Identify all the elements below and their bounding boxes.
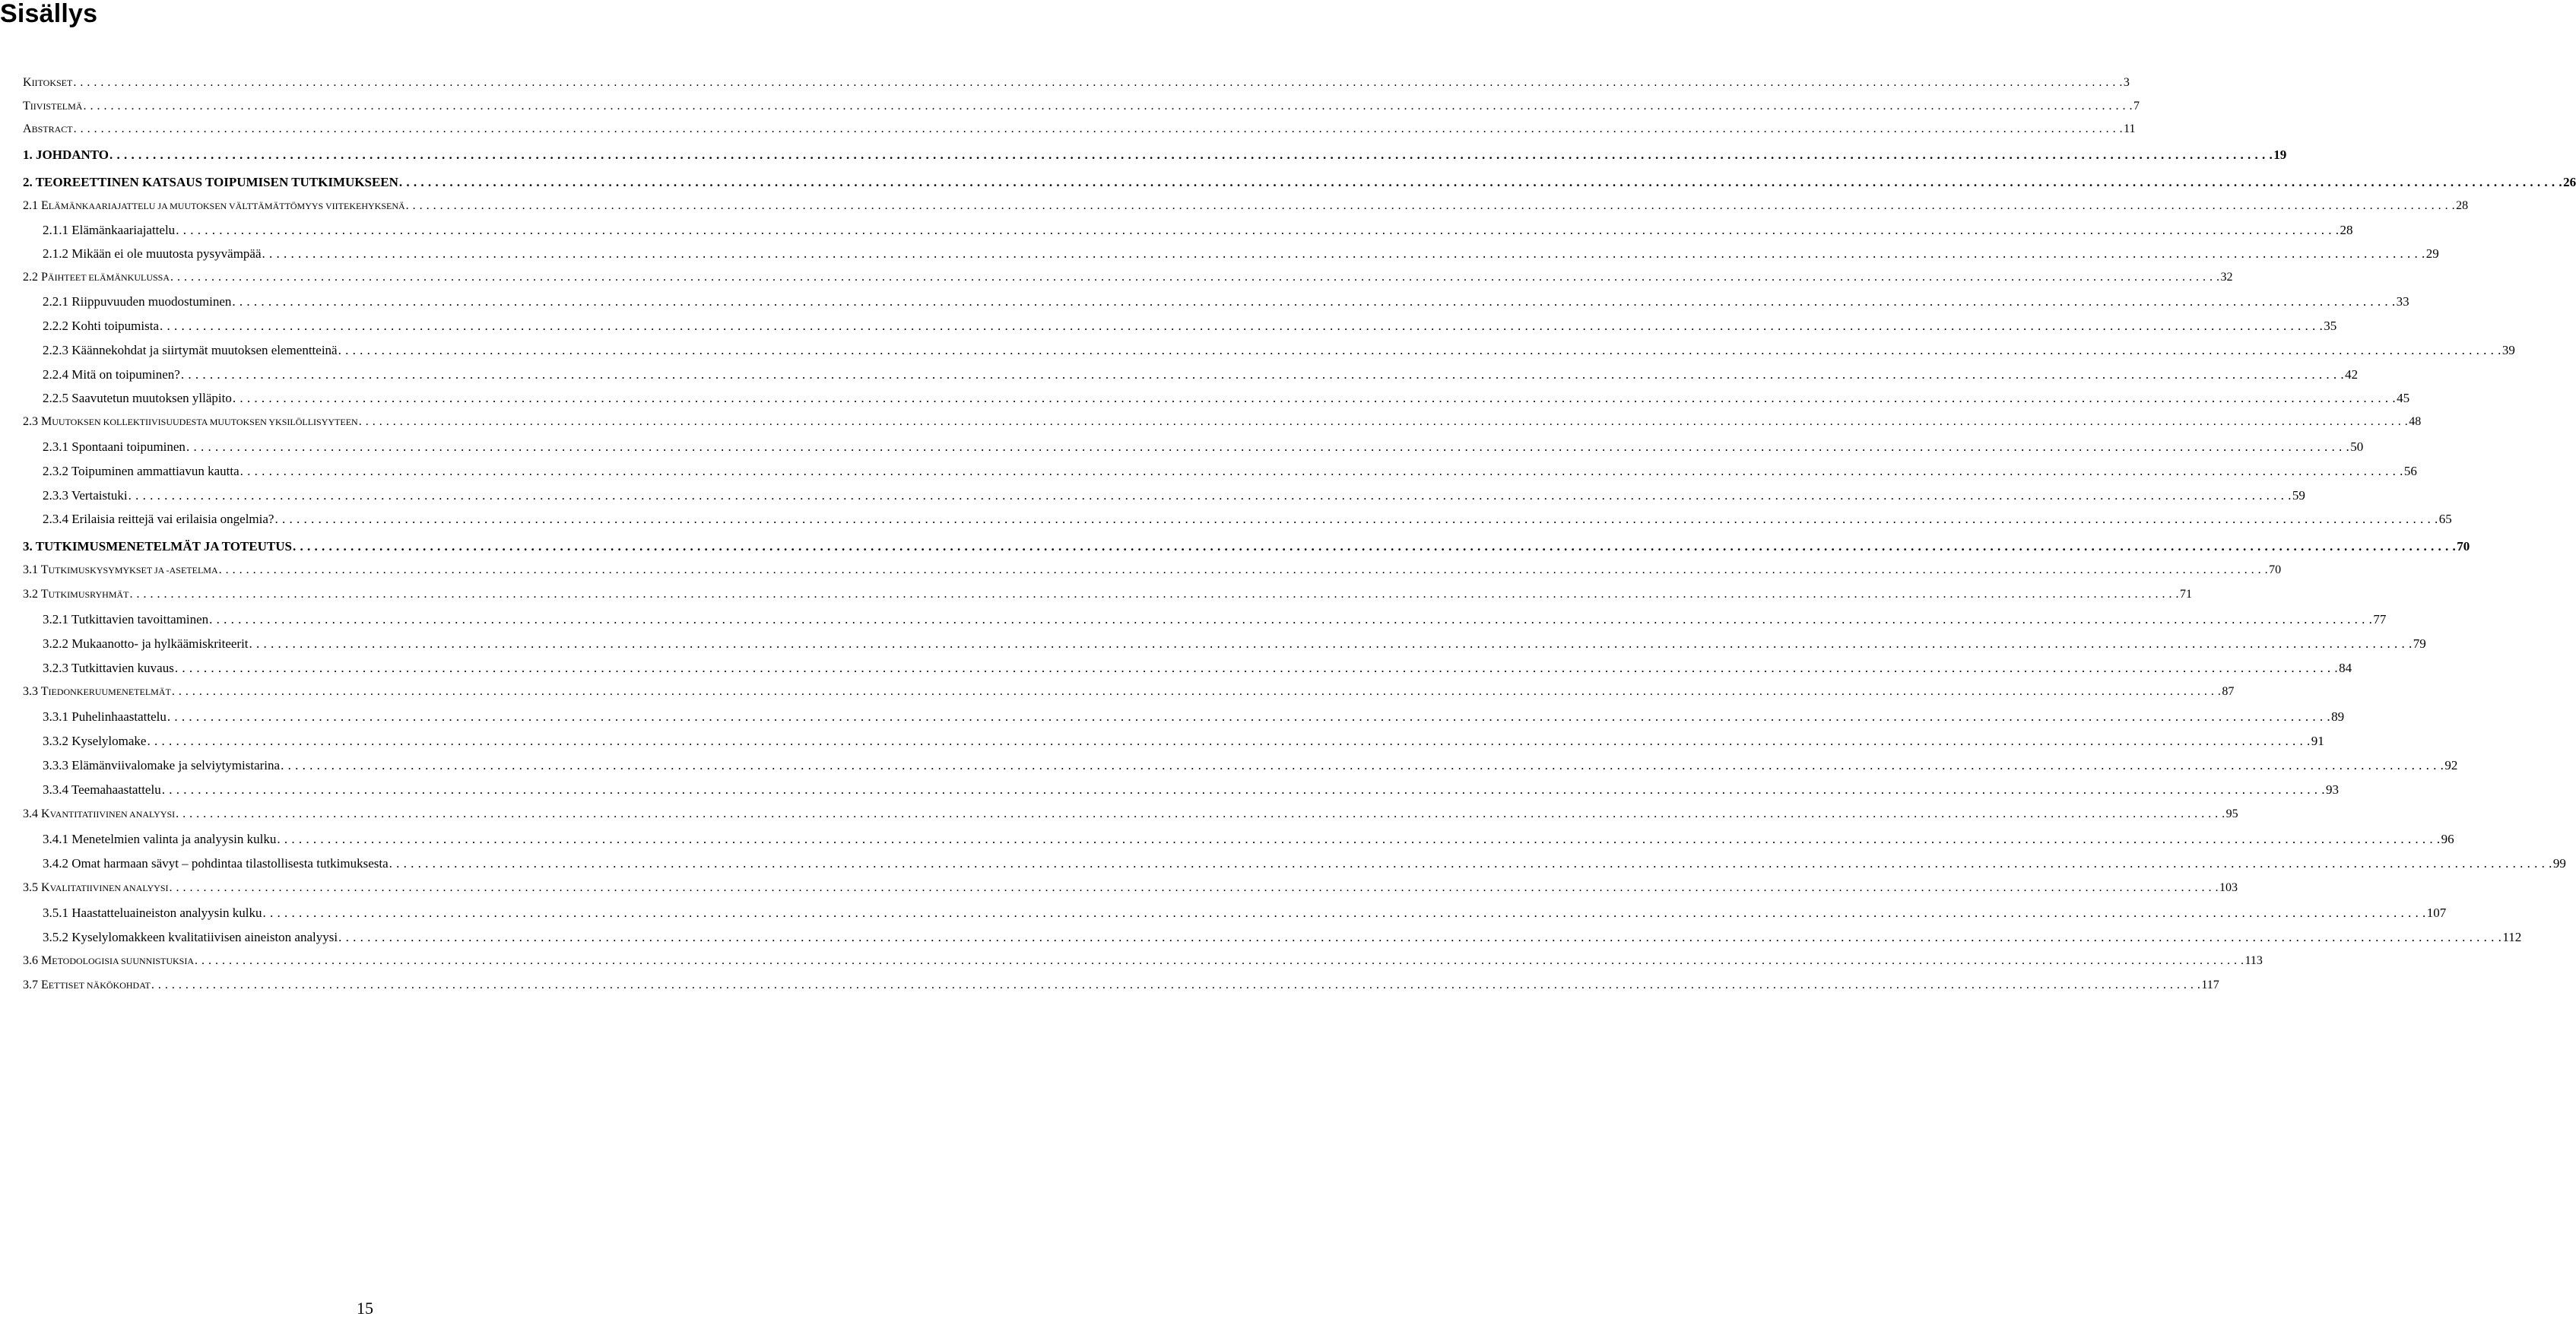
toc-entry-page: 56	[2403, 464, 2417, 478]
toc-entry-number: 3.7	[23, 979, 41, 991]
toc-entry-page: 99	[2552, 856, 2566, 871]
toc-entry[interactable]	[43, 343, 2515, 358]
toc-entry-initial: M	[41, 954, 52, 967]
toc-entry-page: 65	[2438, 512, 2452, 526]
dot-leader: . . . . . . . . . . . . . . . . . . . . . . . . . . . . . . . . . . . . . . . . . . . . . . . . . . . . . . . . . . . . . . . . . . . . . . . . . . . . . . . . . . . . . . . . . . . . . . . . . . . . . . . . . . . . . . . . . . . . . . . . . . . . . . . . . . . . . . . . . . . . . . . . . . . . . . . . . . . . . . . . . . . . . . . . . . . . . . . . . . . . . . . . . . . . . . . . . . . . . . . . . . . . . . . . . . . . . . . . . . . . . . . . . . . . . . . . . . . . . . . . . . . . . . . . . . . . . . . . . . . . . . . . . . . . . . . . . . . . . . . . . . . . . . . . . . . . . . . . . . . .	[147, 734, 2311, 748]
toc-entry-page: 77	[2373, 612, 2387, 627]
toc-entry-page: 32	[2220, 271, 2233, 284]
toc-entry[interactable]	[23, 685, 2235, 699]
toc-entry[interactable]	[43, 734, 2324, 749]
toc-entry[interactable]	[43, 246, 2439, 262]
toc-entry-number: 2.2	[23, 271, 41, 284]
dot-leader: . . . . . . . . . . . . . . . . . . . . . . . . . . . . . . . . . . . . . . . . . . . . . . . . . . . . . . . . . . . . . . . . . . . . . . . . . . . . . . . . . . . . . . . . . . . . . . . . . . . . . . . . . . . . . . . . . . . . . . . . . . . . . . . . . . . . . . . . . . . . . . . . . . . . . . . . . . . . . . . . . . . . . . . . . . . . . . . . . . . . . . . . . . . . . . . . . . . . . . . . . . . . . . . . . . . . . . . . . . . . . . . . . . . . . . . . . . . . . . . . . . . . . . . . . . . . . . . . . . . . . . . . . . . . . . . . . . . . . . . . . . . . . . . . . . . . . . . . . . . .	[232, 391, 2397, 405]
dot-leader: . . . . . . . . . . . . . . . . . . . . . . . . . . . . . . . . . . . . . . . . . . . . . . . . . . . . . . . . . . . . . . . . . . . . . . . . . . . . . . . . . . . . . . . . . . . . . . . . . . . . . . . . . . . . . . . . . . . . . . . . . . . . . . . . . . . . . . . . . . . . . . . . . . . . . . . . . . . . . . . . . . . . . . . . . . . . . . . . . . . . . . . . . . . . . . . . . . . . . . . . . . . . . . . . . . . . . . . . . . . . . . . . . . . . . . . . . . . . . . . . . . . . . . . . . . . . . . . . . . . . . . . . . . . . . . . . . . . . . . . . . . . . . . . . . . . . . . . . . . . .	[161, 782, 2325, 797]
toc-entry[interactable]	[23, 122, 2136, 136]
page-title: Sisällys	[0, 0, 98, 28]
toc-entry-number: 2.3	[23, 415, 41, 428]
toc-entry[interactable]	[43, 636, 2426, 652]
toc-entry[interactable]	[43, 367, 2359, 382]
toc-entry-label: 3. TUTKIMUSMENETELMÄT JA TOTEUTUS	[23, 539, 292, 554]
toc-entry-label: 3.2.3 Tutkittavien kuvaus	[43, 661, 174, 675]
toc-entry-initial: K	[41, 881, 50, 894]
page-number: 15	[357, 1299, 373, 1318]
toc-entry-label	[23, 271, 170, 284]
dot-leader: . . . . . . . . . . . . . . . . . . . . . . . . . . . . . . . . . . . . . . . . . . . . . . . . . . . . . . . . . . . . . . . . . . . . . . . . . . . . . . . . . . . . . . . . . . . . . . . . . . . . . . . . . . . . . . . . . . . . . . . . . . . . . . . . . . . . . . . . . . . . . . . . . . . . . . . . . . . . . . . . . . . . . . . . . . . . . . . . . . . . . . . . . . . . . . . . . . . . . . . . . . . . . . . . . . . . . . . . . . . . . . . . . . . . . . . . . . . . . . . . . . . . . . . . . . . . . . . . . . . . . . . . . . . . . . . . . . . . . . . . . . . . . . . . . . . . . . . . . . . .	[73, 76, 2123, 89]
toc-entry[interactable]	[43, 223, 2353, 238]
toc-entry-number: 3.3	[23, 685, 41, 698]
toc-entry-label: 2.3.1 Spontaani toipuminen	[43, 439, 186, 454]
dot-leader: . . . . . . . . . . . . . . . . . . . . . . . . . . . . . . . . . . . . . . . . . . . . . . . . . . . . . . . . . . . . . . . . . . . . . . . . . . . . . . . . . . . . . . . . . . . . . . . . . . . . . . . . . . . . . . . . . . . . . . . . . . . . . . . . . . . . . . . . . . . . . . . . . . . . . . . . . . . . . . . . . . . . . . . . . . . . . . . . . . . . . . . . . . . . . . . . . . . . . . . . . . . . . . . . . . . . . . . . . . . . . . . . . . . . . . . . . . . . . . . . . . . . . . . . . . . . . . . . . . . . . . . . . . . . . . . . . . . . . . . . . . . . . . . . . . . . . . . . . . . .	[358, 415, 2409, 428]
toc-entry-smallcaps: VALITATIIVINEN ANALYYSI	[49, 883, 169, 893]
toc-entry[interactable]	[23, 175, 2576, 190]
toc-entry[interactable]	[23, 199, 2469, 213]
toc-entry[interactable]	[23, 588, 2193, 601]
toc-entry[interactable]	[43, 930, 2522, 945]
toc-entry-initial: P	[41, 271, 48, 284]
toc-entry-smallcaps: IIVISTELMÄ	[30, 101, 83, 112]
dot-leader: . . . . . . . . . . . . . . . . . . . . . . . . . . . . . . . . . . . . . . . . . . . . . . . . . . . . . . . . . . . . . . . . . . . . . . . . . . . . . . . . . . . . . . . . . . . . . . . . . . . . . . . . . . . . . . . . . . . . . . . . . . . . . . . . . . . . . . . . . . . . . . . . . . . . . . . . . . . . . . . . . . . . . . . . . . . . . . . . . . . . . . . . . . . . . . . . . . . . . . . . . . . . . . . . . . . . . . . . . . . . . . . . . . . . . . . . . . . . . . . . . . . . . . . . . . . . . . . . . . . . . . . . . . . . . . . . . . . . . . . . . . . . . . . . . . . . . . . . . . . .	[338, 343, 2501, 357]
toc-entry-page: 91	[2311, 734, 2324, 748]
toc-entry[interactable]	[43, 709, 2345, 725]
toc-entry-page: 70	[2457, 539, 2470, 554]
toc-entry-page: 19	[2273, 148, 2287, 162]
toc-entry-smallcaps: ÄIHTEET ELÄMÄNKULUSSA	[47, 272, 170, 283]
toc-entry-page: 96	[2441, 832, 2454, 846]
toc-entry-page: 103	[2219, 881, 2238, 894]
toc-entry-label: 2.2.3 Käännekohdat ja siirtymät muutoksen elementteinä	[43, 343, 338, 357]
toc-entry-smallcaps: IITOKSET	[31, 78, 73, 88]
toc-entry-initial: A	[23, 122, 32, 135]
toc-entry-label	[23, 954, 194, 968]
toc-entry-page: 84	[2339, 661, 2352, 675]
toc-entry[interactable]	[43, 512, 2452, 527]
dot-leader: . . . . . . . . . . . . . . . . . . . . . . . . . . . . . . . . . . . . . . . . . . . . . . . . . . . . . . . . . . . . . . . . . . . . . . . . . . . . . . . . . . . . . . . . . . . . . . . . . . . . . . . . . . . . . . . . . . . . . . . . . . . . . . . . . . . . . . . . . . . . . . . . . . . . . . . . . . . . . . . . . . . . . . . . . . . . . . . . . . . . . . . . . . . . . . . . . . . . . . . . . . . . . . . . . . . . . . . . . . . . . . . . . . . . . . . . . . . . . . . . . . . . . . . . . . . . . . . . . . . . . . . . . . . . . . . . . . . . . . . . . . . . . . . . . . . . . . . . . . . .	[398, 175, 2563, 189]
toc-entry-label	[23, 881, 169, 895]
dot-leader: . . . . . . . . . . . . . . . . . . . . . . . . . . . . . . . . . . . . . . . . . . . . . . . . . . . . . . . . . . . . . . . . . . . . . . . . . . . . . . . . . . . . . . . . . . . . . . . . . . . . . . . . . . . . . . . . . . . . . . . . . . . . . . . . . . . . . . . . . . . . . . . . . . . . . . . . . . . . . . . . . . . . . . . . . . . . . . . . . . . . . . . . . . . . . . . . . . . . . . . . . . . . . . . . . . . . . . . . . . . . . . . . . . . . . . . . . . . . . . . . . . . . . . . . . . . . . . . . . . . . . . . . . . . . . . . . . . . . . . . . . . . . . . . . . . . . . . . . . . . .	[160, 319, 2324, 333]
toc-entry[interactable]	[23, 100, 2140, 113]
toc-entry-initial: T	[40, 685, 49, 698]
toc-entry-label	[23, 199, 405, 213]
toc-entry[interactable]	[43, 906, 2447, 921]
toc-entry-initial: K	[23, 76, 32, 89]
toc-entry-page: 87	[2222, 685, 2235, 698]
toc-entry[interactable]	[23, 271, 2233, 284]
toc-entry-initial: E	[41, 979, 49, 991]
dot-leader: . . . . . . . . . . . . . . . . . . . . . . . . . . . . . . . . . . . . . . . . . . . . . . . . . . . . . . . . . . . . . . . . . . . . . . . . . . . . . . . . . . . . . . . . . . . . . . . . . . . . . . . . . . . . . . . . . . . . . . . . . . . . . . . . . . . . . . . . . . . . . . . . . . . . . . . . . . . . . . . . . . . . . . . . . . . . . . . . . . . . . . . . . . . . . . . . . . . . . . . . . . . . . . . . . . . . . . . . . . . . . . . . . . . . . . . . . . . . . . . . . . . . . . . . . . . . . . . . . . . . . . . . . . . . . . . . . . . . . . . . . . . . . . . . . . . . . . . . . . . .	[262, 246, 2425, 261]
toc-entry[interactable]	[23, 415, 2422, 429]
toc-entry-label: 2.3.2 Toipuminen ammattiavun kautta	[43, 464, 240, 478]
toc-entry-label	[23, 588, 129, 601]
toc-entry-page: 112	[2502, 930, 2522, 944]
toc-entry-smallcaps: VANTITATIIVINEN ANALYYSI	[49, 809, 176, 820]
toc-entry-label: 1. JOHDANTO	[23, 148, 109, 162]
toc-entry-page: 59	[2292, 488, 2305, 503]
toc-entry-number: 3.4	[23, 807, 41, 820]
dot-leader: . . . . . . . . . . . . . . . . . . . . . . . . . . . . . . . . . . . . . . . . . . . . . . . . . . . . . . . . . . . . . . . . . . . . . . . . . . . . . . . . . . . . . . . . . . . . . . . . . . . . . . . . . . . . . . . . . . . . . . . . . . . . . . . . . . . . . . . . . . . . . . . . . . . . . . . . . . . . . . . . . . . . . . . . . . . . . . . . . . . . . . . . . . . . . . . . . . . . . . . . . . . . . . . . . . . . . . . . . . . . . . . . . . . . . . . . . . . . . . . . . . . . . . . . . . . . . . . . . . . . . . . . . . . . . . . . . . . . . . . . . . . . . . . . . . . . . . . . . . . .	[240, 464, 2403, 478]
toc-entry-label	[23, 563, 218, 577]
toc-entry-number: 3.5	[23, 881, 41, 894]
dot-leader: . . . . . . . . . . . . . . . . . . . . . . . . . . . . . . . . . . . . . . . . . . . . . . . . . . . . . . . . . . . . . . . . . . . . . . . . . . . . . . . . . . . . . . . . . . . . . . . . . . . . . . . . . . . . . . . . . . . . . . . . . . . . . . . . . . . . . . . . . . . . . . . . . . . . . . . . . . . . . . . . . . . . . . . . . . . . . . . . . . . . . . . . . . . . . . . . . . . . . . . . . . . . . . . . . . . . . . . . . . . . . . . . . . . . . . . . . . . . . . . . . . . . . . . . . . . . . . . . . . . . . . . . . . . . . . . . . . . . . . . . . . . . . . . . . . . . . . . . . . . .	[128, 488, 2292, 503]
toc-entry-page: 48	[2409, 415, 2422, 428]
dot-leader: . . . . . . . . . . . . . . . . . . . . . . . . . . . . . . . . . . . . . . . . . . . . . . . . . . . . . . . . . . . . . . . . . . . . . . . . . . . . . . . . . . . . . . . . . . . . . . . . . . . . . . . . . . . . . . . . . . . . . . . . . . . . . . . . . . . . . . . . . . . . . . . . . . . . . . . . . . . . . . . . . . . . . . . . . . . . . . . . . . . . . . . . . . . . . . . . . . . . . . . . . . . . . . . . . . . . . . . . . . . . . . . . . . . . . . . . . . . . . . . . . . . . . . . . . . . . . . . . . . . . . . . . . . . . . . . . . . . . . . . . . . . . . . . . . . . . . . . . . . . .	[338, 930, 2502, 944]
toc-entry-label: 2.2.2 Kohti toipumista	[43, 319, 159, 333]
toc-entry-smallcaps: LÄMÄNKAARIAJATTELU JA MUUTOKSEN VÄLTTÄMÄTTÖMYYS VIITEKEHYKSENÄ	[48, 201, 405, 211]
toc-entry[interactable]	[43, 782, 2339, 798]
dot-leader: . . . . . . . . . . . . . . . . . . . . . . . . . . . . . . . . . . . . . . . . . . . . . . . . . . . . . . . . . . . . . . . . . . . . . . . . . . . . . . . . . . . . . . . . . . . . . . . . . . . . . . . . . . . . . . . . . . . . . . . . . . . . . . . . . . . . . . . . . . . . . . . . . . . . . . . . . . . . . . . . . . . . . . . . . . . . . . . . . . . . . . . . . . . . . . . . . . . . . . . . . . . . . . . . . . . . . . . . . . . . . . . . . . . . . . . . . . . . . . . . . . . . . . . . . . . . . . . . . . . . . . . . . . . . . . . . . . . . . . . . . . . . . . . . . . . . . . . . . . . .	[209, 612, 2373, 627]
toc-entry-page: 42	[2345, 367, 2359, 382]
toc-entry[interactable]	[43, 488, 2305, 503]
toc-entry[interactable]	[23, 881, 2238, 895]
toc-entry-number: 2.1	[23, 199, 41, 212]
dot-leader: . . . . . . . . . . . . . . . . . . . . . . . . . . . . . . . . . . . . . . . . . . . . . . . . . . . . . . . . . . . . . . . . . . . . . . . . . . . . . . . . . . . . . . . . . . . . . . . . . . . . . . . . . . . . . . . . . . . . . . . . . . . . . . . . . . . . . . . . . . . . . . . . . . . . . . . . . . . . . . . . . . . . . . . . . . . . . . . . . . . . . . . . . . . . . . . . . . . . . . . . . . . . . . . . . . . . . . . . . . . . . . . . . . . . . . . . . . . . . . . . . . . . . . . . . . . . . . . . . . . . . . . . . . . . . . . . . . . . . . . . . . . . . . . . . . . . . . . . . . . .	[109, 148, 2273, 162]
toc-entry-page: 70	[2269, 563, 2282, 576]
toc-entry-page: 33	[2396, 294, 2409, 309]
toc-entry-page: 28	[2340, 223, 2353, 237]
toc-entry[interactable]	[43, 391, 2410, 406]
toc-entry[interactable]	[43, 439, 2364, 455]
dot-leader: . . . . . . . . . . . . . . . . . . . . . . . . . . . . . . . . . . . . . . . . . . . . . . . . . . . . . . . . . . . . . . . . . . . . . . . . . . . . . . . . . . . . . . . . . . . . . . . . . . . . . . . . . . . . . . . . . . . . . . . . . . . . . . . . . . . . . . . . . . . . . . . . . . . . . . . . . . . . . . . . . . . . . . . . . . . . . . . . . . . . . . . . . . . . . . . . . . . . . . . . . . . . . . . . . . . . . . . . . . . . . . . . . . . . . . . . . . . . . . . . . . . . . . . . . . . . . . . . . . . . . . . . . . . . . . . . . . . . . . . . . . . . . . . . . . . . . . . . . . . .	[218, 563, 2269, 576]
dot-leader: . . . . . . . . . . . . . . . . . . . . . . . . . . . . . . . . . . . . . . . . . . . . . . . . . . . . . . . . . . . . . . . . . . . . . . . . . . . . . . . . . . . . . . . . . . . . . . . . . . . . . . . . . . . . . . . . . . . . . . . . . . . . . . . . . . . . . . . . . . . . . . . . . . . . . . . . . . . . . . . . . . . . . . . . . . . . . . . . . . . . . . . . . . . . . . . . . . . . . . . . . . . . . . . . . . . . . . . . . . . . . . . . . . . . . . . . . . . . . . . . . . . . . . . . . . . . . . . . . . . . . . . . . . . . . . . . . . . . . . . . . . . . . . . . . . . . . . . . . . . .	[195, 954, 2244, 967]
toc-entry-label: 3.5.1 Haastatteluaineiston analyysin kulku	[43, 906, 262, 920]
toc-entry[interactable]	[43, 612, 2387, 627]
toc-entry-page: 50	[2350, 439, 2364, 454]
toc-entry-label: 2.3.3 Vertaistuki	[43, 488, 128, 503]
toc-entry-label	[23, 415, 358, 429]
toc-entry-label: 2. TEOREETTINEN KATSAUS TOIPUMISEN TUTKIMUKSEEN	[23, 175, 398, 189]
toc-entry-page: 113	[2244, 954, 2263, 967]
toc-entry-label: 2.3.4 Erilaisia reittejä vai erilaisia ongelmia?	[43, 512, 274, 526]
toc-entry-number: 3.1	[23, 563, 41, 576]
toc-entry-label: 2.2.4 Mitä on toipuminen?	[43, 367, 180, 382]
dot-leader: . . . . . . . . . . . . . . . . . . . . . . . . . . . . . . . . . . . . . . . . . . . . . . . . . . . . . . . . . . . . . . . . . . . . . . . . . . . . . . . . . . . . . . . . . . . . . . . . . . . . . . . . . . . . . . . . . . . . . . . . . . . . . . . . . . . . . . . . . . . . . . . . . . . . . . . . . . . . . . . . . . . . . . . . . . . . . . . . . . . . . . . . . . . . . . . . . . . . . . . . . . . . . . . . . . . . . . . . . . . . . . . . . . . . . . . . . . . . . . . . . . . . . . . . . . . . . . . . . . . . . . . . . . . . . . . . . . . . . . . . . . . . . . . . . . . . . . . . . . . .	[249, 636, 2413, 651]
toc-entry[interactable]	[23, 807, 2238, 821]
toc-entry-page: 79	[2413, 636, 2426, 651]
toc-entry-page: 26	[2563, 175, 2576, 189]
dot-leader: . . . . . . . . . . . . . . . . . . . . . . . . . . . . . . . . . . . . . . . . . . . . . . . . . . . . . . . . . . . . . . . . . . . . . . . . . . . . . . . . . . . . . . . . . . . . . . . . . . . . . . . . . . . . . . . . . . . . . . . . . . . . . . . . . . . . . . . . . . . . . . . . . . . . . . . . . . . . . . . . . . . . . . . . . . . . . . . . . . . . . . . . . . . . . . . . . . . . . . . . . . . . . . . . . . . . . . . . . . . . . . . . . . . . . . . . . . . . . . . . . . . . . . . . . . . . . . . . . . . . . . . . . . . . . . . . . . . . . . . . . . . . . . . . . . . . . . . . . . . .	[176, 807, 2225, 820]
toc-entry-number: 3.6	[23, 954, 41, 967]
toc-entry-page: 45	[2397, 391, 2410, 405]
toc-entry-label	[23, 807, 175, 821]
dot-leader: . . . . . . . . . . . . . . . . . . . . . . . . . . . . . . . . . . . . . . . . . . . . . . . . . . . . . . . . . . . . . . . . . . . . . . . . . . . . . . . . . . . . . . . . . . . . . . . . . . . . . . . . . . . . . . . . . . . . . . . . . . . . . . . . . . . . . . . . . . . . . . . . . . . . . . . . . . . . . . . . . . . . . . . . . . . . . . . . . . . . . . . . . . . . . . . . . . . . . . . . . . . . . . . . . . . . . . . . . . . . . . . . . . . . . . . . . . . . . . . . . . . . . . . . . . . . . . . . . . . . . . . . . . . . . . . . . . . . . . . . . . . . . . . . . . . . . . . . . . . .	[151, 979, 2201, 991]
toc-entry-smallcaps: UTKIMUSKYSYMYKSET JA -ASETELMA	[48, 565, 218, 576]
toc-entry[interactable]	[43, 832, 2454, 847]
toc-entry[interactable]	[43, 758, 2458, 773]
toc-entry-label: 2.1.1 Elämänkaariajattelu	[43, 223, 176, 237]
toc-entry-initial: K	[41, 807, 50, 820]
toc-entry[interactable]	[43, 294, 2409, 309]
toc-entry-label: 3.2.1 Tutkittavien tavoittaminen	[43, 612, 209, 627]
toc-entry-label: 3.2.2 Mukaanotto- ja hylkäämiskriteerit	[43, 636, 249, 651]
toc-entry-smallcaps: UUTOKSEN KOLLEKTIIVISUUDESTA MUUTOKSEN YKSILÖLLISYYTEEN	[52, 417, 358, 427]
dot-leader: . . . . . . . . . . . . . . . . . . . . . . . . . . . . . . . . . . . . . . . . . . . . . . . . . . . . . . . . . . . . . . . . . . . . . . . . . . . . . . . . . . . . . . . . . . . . . . . . . . . . . . . . . . . . . . . . . . . . . . . . . . . . . . . . . . . . . . . . . . . . . . . . . . . . . . . . . . . . . . . . . . . . . . . . . . . . . . . . . . . . . . . . . . . . . . . . . . . . . . . . . . . . . . . . . . . . . . . . . . . . . . . . . . . . . . . . . . . . . . . . . . . . . . . . . . . . . . . . . . . . . . . . . . . . . . . . . . . . . . . . . . . . . . . . . . . . . . . . . . . .	[176, 223, 2340, 237]
toc-entry-label: 3.4.1 Menetelmien valinta ja analyysin kulku	[43, 832, 277, 846]
toc-entry-page: 95	[2225, 807, 2238, 820]
dot-leader: . . . . . . . . . . . . . . . . . . . . . . . . . . . . . . . . . . . . . . . . . . . . . . . . . . . . . . . . . . . . . . . . . . . . . . . . . . . . . . . . . . . . . . . . . . . . . . . . . . . . . . . . . . . . . . . . . . . . . . . . . . . . . . . . . . . . . . . . . . . . . . . . . . . . . . . . . . . . . . . . . . . . . . . . . . . . . . . . . . . . . . . . . . . . . . . . . . . . . . . . . . . . . . . . . . . . . . . . . . . . . . . . . . . . . . . . . . . . . . . . . . . . . . . . . . . . . . . . . . . . . . . . . . . . . . . . . . . . . . . . . . . . . . . . . . . . . . . . . . . .	[171, 685, 2222, 698]
toc-entry-label	[23, 122, 73, 136]
toc-entry-page: 3	[2123, 76, 2130, 89]
dot-leader: . . . . . . . . . . . . . . . . . . . . . . . . . . . . . . . . . . . . . . . . . . . . . . . . . . . . . . . . . . . . . . . . . . . . . . . . . . . . . . . . . . . . . . . . . . . . . . . . . . . . . . . . . . . . . . . . . . . . . . . . . . . . . . . . . . . . . . . . . . . . . . . . . . . . . . . . . . . . . . . . . . . . . . . . . . . . . . . . . . . . . . . . . . . . . . . . . . . . . . . . . . . . . . . . . . . . . . . . . . . . . . . . . . . . . . . . . . . . . . . . . . . . . . . . . . . . . . . . . . . . . . . . . . . . . . . . . . . . . . . . . . . . . . . . . . . . . . . . . . . .	[129, 588, 2180, 601]
toc-entry-label	[23, 979, 151, 992]
toc-entry-initial: T	[40, 563, 49, 576]
toc-entry[interactable]	[23, 539, 2470, 554]
toc-entry-page: 28	[2456, 199, 2469, 212]
toc-entry[interactable]	[23, 979, 2219, 992]
toc-entry-label	[23, 100, 82, 113]
toc-entry-page: 7	[2133, 100, 2140, 113]
toc-entry-label	[23, 76, 72, 90]
toc-entry-page: 35	[2324, 319, 2337, 333]
toc-entry[interactable]	[23, 148, 2287, 163]
toc-entry-label: 3.3.3 Elämänviivalomake ja selviytymistarina	[43, 758, 281, 772]
dot-leader: . . . . . . . . . . . . . . . . . . . . . . . . . . . . . . . . . . . . . . . . . . . . . . . . . . . . . . . . . . . . . . . . . . . . . . . . . . . . . . . . . . . . . . . . . . . . . . . . . . . . . . . . . . . . . . . . . . . . . . . . . . . . . . . . . . . . . . . . . . . . . . . . . . . . . . . . . . . . . . . . . . . . . . . . . . . . . . . . . . . . . . . . . . . . . . . . . . . . . . . . . . . . . . . . . . . . . . . . . . . . . . . . . . . . . . . . . . . . . . . . . . . . . . . . . . . . . . . . . . . . . . . . . . . . . . . . . . . . . . . . . . . . . . . . . . . . . . . . . . . .	[169, 881, 2219, 894]
dot-leader: . . . . . . . . . . . . . . . . . . . . . . . . . . . . . . . . . . . . . . . . . . . . . . . . . . . . . . . . . . . . . . . . . . . . . . . . . . . . . . . . . . . . . . . . . . . . . . . . . . . . . . . . . . . . . . . . . . . . . . . . . . . . . . . . . . . . . . . . . . . . . . . . . . . . . . . . . . . . . . . . . . . . . . . . . . . . . . . . . . . . . . . . . . . . . . . . . . . . . . . . . . . . . . . . . . . . . . . . . . . . . . . . . . . . . . . . . . . . . . . . . . . . . . . . . . . . . . . . . . . . . . . . . . . . . . . . . . . . . . . . . . . . . . . . . . . . . . . . . . . .	[174, 661, 2339, 675]
toc-entry[interactable]	[23, 563, 2282, 577]
toc-entry-page: 92	[2444, 758, 2458, 772]
dot-leader: . . . . . . . . . . . . . . . . . . . . . . . . . . . . . . . . . . . . . . . . . . . . . . . . . . . . . . . . . . . . . . . . . . . . . . . . . . . . . . . . . . . . . . . . . . . . . . . . . . . . . . . . . . . . . . . . . . . . . . . . . . . . . . . . . . . . . . . . . . . . . . . . . . . . . . . . . . . . . . . . . . . . . . . . . . . . . . . . . . . . . . . . . . . . . . . . . . . . . . . . . . . . . . . . . . . . . . . . . . . . . . . . . . . . . . . . . . . . . . . . . . . . . . . . . . . . . . . . . . . . . . . . . . . . . . . . . . . . . . . . . . . . . . . . . . . . . . . . . . . .	[180, 367, 2345, 382]
toc-entry[interactable]	[43, 464, 2417, 479]
toc-entry-label: 2.2.1 Riippuvuuden muodostuminen	[43, 294, 232, 309]
toc-entry-page: 117	[2201, 979, 2219, 991]
toc-entry-label: 2.2.5 Saavutetun muutoksen ylläpito	[43, 391, 232, 405]
dot-leader: . . . . . . . . . . . . . . . . . . . . . . . . . . . . . . . . . . . . . . . . . . . . . . . . . . . . . . . . . . . . . . . . . . . . . . . . . . . . . . . . . . . . . . . . . . . . . . . . . . . . . . . . . . . . . . . . . . . . . . . . . . . . . . . . . . . . . . . . . . . . . . . . . . . . . . . . . . . . . . . . . . . . . . . . . . . . . . . . . . . . . . . . . . . . . . . . . . . . . . . . . . . . . . . . . . . . . . . . . . . . . . . . . . . . . . . . . . . . . . . . . . . . . . . . . . . . . . . . . . . . . . . . . . . . . . . . . . . . . . . . . . . . . . . . . . . . . . . . . . . .	[232, 294, 2396, 309]
dot-leader: . . . . . . . . . . . . . . . . . . . . . . . . . . . . . . . . . . . . . . . . . . . . . . . . . . . . . . . . . . . . . . . . . . . . . . . . . . . . . . . . . . . . . . . . . . . . . . . . . . . . . . . . . . . . . . . . . . . . . . . . . . . . . . . . . . . . . . . . . . . . . . . . . . . . . . . . . . . . . . . . . . . . . . . . . . . . . . . . . . . . . . . . . . . . . . . . . . . . . . . . . . . . . . . . . . . . . . . . . . . . . . . . . . . . . . . . . . . . . . . . . . . . . . . . . . . . . . . . . . . . . . . . . . . . . . . . . . . . . . . . . . . . . . . . . . . . . . . . . . . .	[389, 856, 2552, 871]
toc-entry-page: 39	[2501, 343, 2515, 357]
toc-entry-page: 11	[2124, 122, 2136, 135]
dot-leader: . . . . . . . . . . . . . . . . . . . . . . . . . . . . . . . . . . . . . . . . . . . . . . . . . . . . . . . . . . . . . . . . . . . . . . . . . . . . . . . . . . . . . . . . . . . . . . . . . . . . . . . . . . . . . . . . . . . . . . . . . . . . . . . . . . . . . . . . . . . . . . . . . . . . . . . . . . . . . . . . . . . . . . . . . . . . . . . . . . . . . . . . . . . . . . . . . . . . . . . . . . . . . . . . . . . . . . . . . . . . . . . . . . . . . . . . . . . . . . . . . . . . . . . . . . . . . . . . . . . . . . . . . . . . . . . . . . . . . . . . . . . . . . . . . . . . . . . . . . . .	[274, 512, 2438, 526]
toc-entry-smallcaps: ETTISET NÄKÖKOHDAT	[48, 980, 151, 991]
dot-leader: . . . . . . . . . . . . . . . . . . . . . . . . . . . . . . . . . . . . . . . . . . . . . . . . . . . . . . . . . . . . . . . . . . . . . . . . . . . . . . . . . . . . . . . . . . . . . . . . . . . . . . . . . . . . . . . . . . . . . . . . . . . . . . . . . . . . . . . . . . . . . . . . . . . . . . . . . . . . . . . . . . . . . . . . . . . . . . . . . . . . . . . . . . . . . . . . . . . . . . . . . . . . . . . . . . . . . . . . . . . . . . . . . . . . . . . . . . . . . . . . . . . . . . . . . . . . . . . . . . . . . . . . . . . . . . . . . . . . . . . . . . . . . . . . . . . . . . . . . . . .	[281, 758, 2444, 772]
dot-leader: . . . . . . . . . . . . . . . . . . . . . . . . . . . . . . . . . . . . . . . . . . . . . . . . . . . . . . . . . . . . . . . . . . . . . . . . . . . . . . . . . . . . . . . . . . . . . . . . . . . . . . . . . . . . . . . . . . . . . . . . . . . . . . . . . . . . . . . . . . . . . . . . . . . . . . . . . . . . . . . . . . . . . . . . . . . . . . . . . . . . . . . . . . . . . . . . . . . . . . . . . . . . . . . . . . . . . . . . . . . . . . . . . . . . . . . . . . . . . . . . . . . . . . . . . . . . . . . . . . . . . . . . . . . . . . . . . . . . . . . . . . . . . . . . . . . . . . . . . . . .	[170, 271, 2220, 284]
toc-entry[interactable]	[43, 661, 2352, 676]
dot-leader: . . . . . . . . . . . . . . . . . . . . . . . . . . . . . . . . . . . . . . . . . . . . . . . . . . . . . . . . . . . . . . . . . . . . . . . . . . . . . . . . . . . . . . . . . . . . . . . . . . . . . . . . . . . . . . . . . . . . . . . . . . . . . . . . . . . . . . . . . . . . . . . . . . . . . . . . . . . . . . . . . . . . . . . . . . . . . . . . . . . . . . . . . . . . . . . . . . . . . . . . . . . . . . . . . . . . . . . . . . . . . . . . . . . . . . . . . . . . . . . . . . . . . . . . . . . . . . . . . . . . . . . . . . . . . . . . . . . . . . . . . . . . . . . . . . . . . . . . . . . .	[405, 199, 2456, 212]
toc-entry-page: 71	[2180, 588, 2193, 601]
toc-entry-smallcaps: ETODOLOGISIA SUUNNISTUKSIA	[52, 956, 195, 966]
toc-entry-initial: E	[41, 199, 49, 212]
toc-entry-smallcaps: IEDONKERUUMENETELMÄT	[48, 687, 171, 697]
toc-entry-label: 2.1.2 Mikään ei ole muutosta pysyvämpää	[43, 246, 262, 261]
dot-leader: . . . . . . . . . . . . . . . . . . . . . . . . . . . . . . . . . . . . . . . . . . . . . . . . . . . . . . . . . . . . . . . . . . . . . . . . . . . . . . . . . . . . . . . . . . . . . . . . . . . . . . . . . . . . . . . . . . . . . . . . . . . . . . . . . . . . . . . . . . . . . . . . . . . . . . . . . . . . . . . . . . . . . . . . . . . . . . . . . . . . . . . . . . . . . . . . . . . . . . . . . . . . . . . . . . . . . . . . . . . . . . . . . . . . . . . . . . . . . . . . . . . . . . . . . . . . . . . . . . . . . . . . . . . . . . . . . . . . . . . . . . . . . . . . . . . . . . . . . . . .	[73, 122, 2124, 135]
toc-entry-page: 107	[2426, 906, 2447, 920]
toc-entry-label: 3.3.2 Kyselylomake	[43, 734, 147, 748]
toc-entry-initial: T	[23, 100, 30, 113]
dot-leader: . . . . . . . . . . . . . . . . . . . . . . . . . . . . . . . . . . . . . . . . . . . . . . . . . . . . . . . . . . . . . . . . . . . . . . . . . . . . . . . . . . . . . . . . . . . . . . . . . . . . . . . . . . . . . . . . . . . . . . . . . . . . . . . . . . . . . . . . . . . . . . . . . . . . . . . . . . . . . . . . . . . . . . . . . . . . . . . . . . . . . . . . . . . . . . . . . . . . . . . . . . . . . . . . . . . . . . . . . . . . . . . . . . . . . . . . . . . . . . . . . . . . . . . . . . . . . . . . . . . . . . . . . . . . . . . . . . . . . . . . . . . . . . . . . . . . . . . . . . . .	[186, 439, 2350, 454]
toc-entry-page: 29	[2425, 246, 2439, 261]
toc-entry-number: 3.2	[23, 588, 41, 601]
dot-leader: . . . . . . . . . . . . . . . . . . . . . . . . . . . . . . . . . . . . . . . . . . . . . . . . . . . . . . . . . . . . . . . . . . . . . . . . . . . . . . . . . . . . . . . . . . . . . . . . . . . . . . . . . . . . . . . . . . . . . . . . . . . . . . . . . . . . . . . . . . . . . . . . . . . . . . . . . . . . . . . . . . . . . . . . . . . . . . . . . . . . . . . . . . . . . . . . . . . . . . . . . . . . . . . . . . . . . . . . . . . . . . . . . . . . . . . . . . . . . . . . . . . . . . . . . . . . . . . . . . . . . . . . . . . . . . . . . . . . . . . . . . . . . . . . . . . . . . . . . . . .	[277, 832, 2441, 846]
toc-entry[interactable]	[23, 76, 2130, 90]
dot-leader: . . . . . . . . . . . . . . . . . . . . . . . . . . . . . . . . . . . . . . . . . . . . . . . . . . . . . . . . . . . . . . . . . . . . . . . . . . . . . . . . . . . . . . . . . . . . . . . . . . . . . . . . . . . . . . . . . . . . . . . . . . . . . . . . . . . . . . . . . . . . . . . . . . . . . . . . . . . . . . . . . . . . . . . . . . . . . . . . . . . . . . . . . . . . . . . . . . . . . . . . . . . . . . . . . . . . . . . . . . . . . . . . . . . . . . . . . . . . . . . . . . . . . . . . . . . . . . . . . . . . . . . . . . . . . . . . . . . . . . . . . . . . . . . . . . . . . . . . . . . .	[167, 709, 2331, 724]
toc-entry[interactable]	[43, 319, 2337, 334]
dot-leader: . . . . . . . . . . . . . . . . . . . . . . . . . . . . . . . . . . . . . . . . . . . . . . . . . . . . . . . . . . . . . . . . . . . . . . . . . . . . . . . . . . . . . . . . . . . . . . . . . . . . . . . . . . . . . . . . . . . . . . . . . . . . . . . . . . . . . . . . . . . . . . . . . . . . . . . . . . . . . . . . . . . . . . . . . . . . . . . . . . . . . . . . . . . . . . . . . . . . . . . . . . . . . . . . . . . . . . . . . . . . . . . . . . . . . . . . . . . . . . . . . . . . . . . . . . . . . . . . . . . . . . . . . . . . . . . . . . . . . . . . . . . . . . . . . . . . . . . . . . . .	[262, 906, 2426, 920]
toc-entry-smallcaps: UTKIMUSRYHMÄT	[48, 589, 129, 600]
toc-entry-label: 3.3.4 Teemahaastattelu	[43, 782, 161, 797]
toc-entry-label	[23, 685, 171, 699]
toc-entry-label: 3.3.1 Puhelinhaastattelu	[43, 709, 167, 724]
toc-entry-initial: T	[40, 588, 49, 601]
dot-leader: . . . . . . . . . . . . . . . . . . . . . . . . . . . . . . . . . . . . . . . . . . . . . . . . . . . . . . . . . . . . . . . . . . . . . . . . . . . . . . . . . . . . . . . . . . . . . . . . . . . . . . . . . . . . . . . . . . . . . . . . . . . . . . . . . . . . . . . . . . . . . . . . . . . . . . . . . . . . . . . . . . . . . . . . . . . . . . . . . . . . . . . . . . . . . . . . . . . . . . . . . . . . . . . . . . . . . . . . . . . . . . . . . . . . . . . . . . . . . . . . . . . . . . . . . . . . . . . . . . . . . . . . . . . . . . . . . . . . . . . . . . . . . . . . . . . . . . . . . . . .	[292, 539, 2457, 554]
toc-entry-page: 89	[2331, 709, 2345, 724]
toc-entry-page: 93	[2325, 782, 2339, 797]
toc-entry[interactable]	[43, 856, 2566, 871]
toc-entry-label: 3.5.2 Kyselylomakkeen kvalitatiivisen aineiston analyysi	[43, 930, 338, 944]
dot-leader: . . . . . . . . . . . . . . . . . . . . . . . . . . . . . . . . . . . . . . . . . . . . . . . . . . . . . . . . . . . . . . . . . . . . . . . . . . . . . . . . . . . . . . . . . . . . . . . . . . . . . . . . . . . . . . . . . . . . . . . . . . . . . . . . . . . . . . . . . . . . . . . . . . . . . . . . . . . . . . . . . . . . . . . . . . . . . . . . . . . . . . . . . . . . . . . . . . . . . . . . . . . . . . . . . . . . . . . . . . . . . . . . . . . . . . . . . . . . . . . . . . . . . . . . . . . . . . . . . . . . . . . . . . . . . . . . . . . . . . . . . . . . . . . . . . . . . . . . . . . .	[83, 100, 2133, 113]
toc-entry[interactable]	[23, 954, 2263, 968]
toc-entry-initial: M	[41, 415, 52, 428]
toc-entry-label: 3.4.2 Omat harmaan sävyt – pohdintaa tilastollisesta tutkimuksesta	[43, 856, 389, 871]
toc-entry-smallcaps: BSTRACT	[31, 124, 73, 135]
